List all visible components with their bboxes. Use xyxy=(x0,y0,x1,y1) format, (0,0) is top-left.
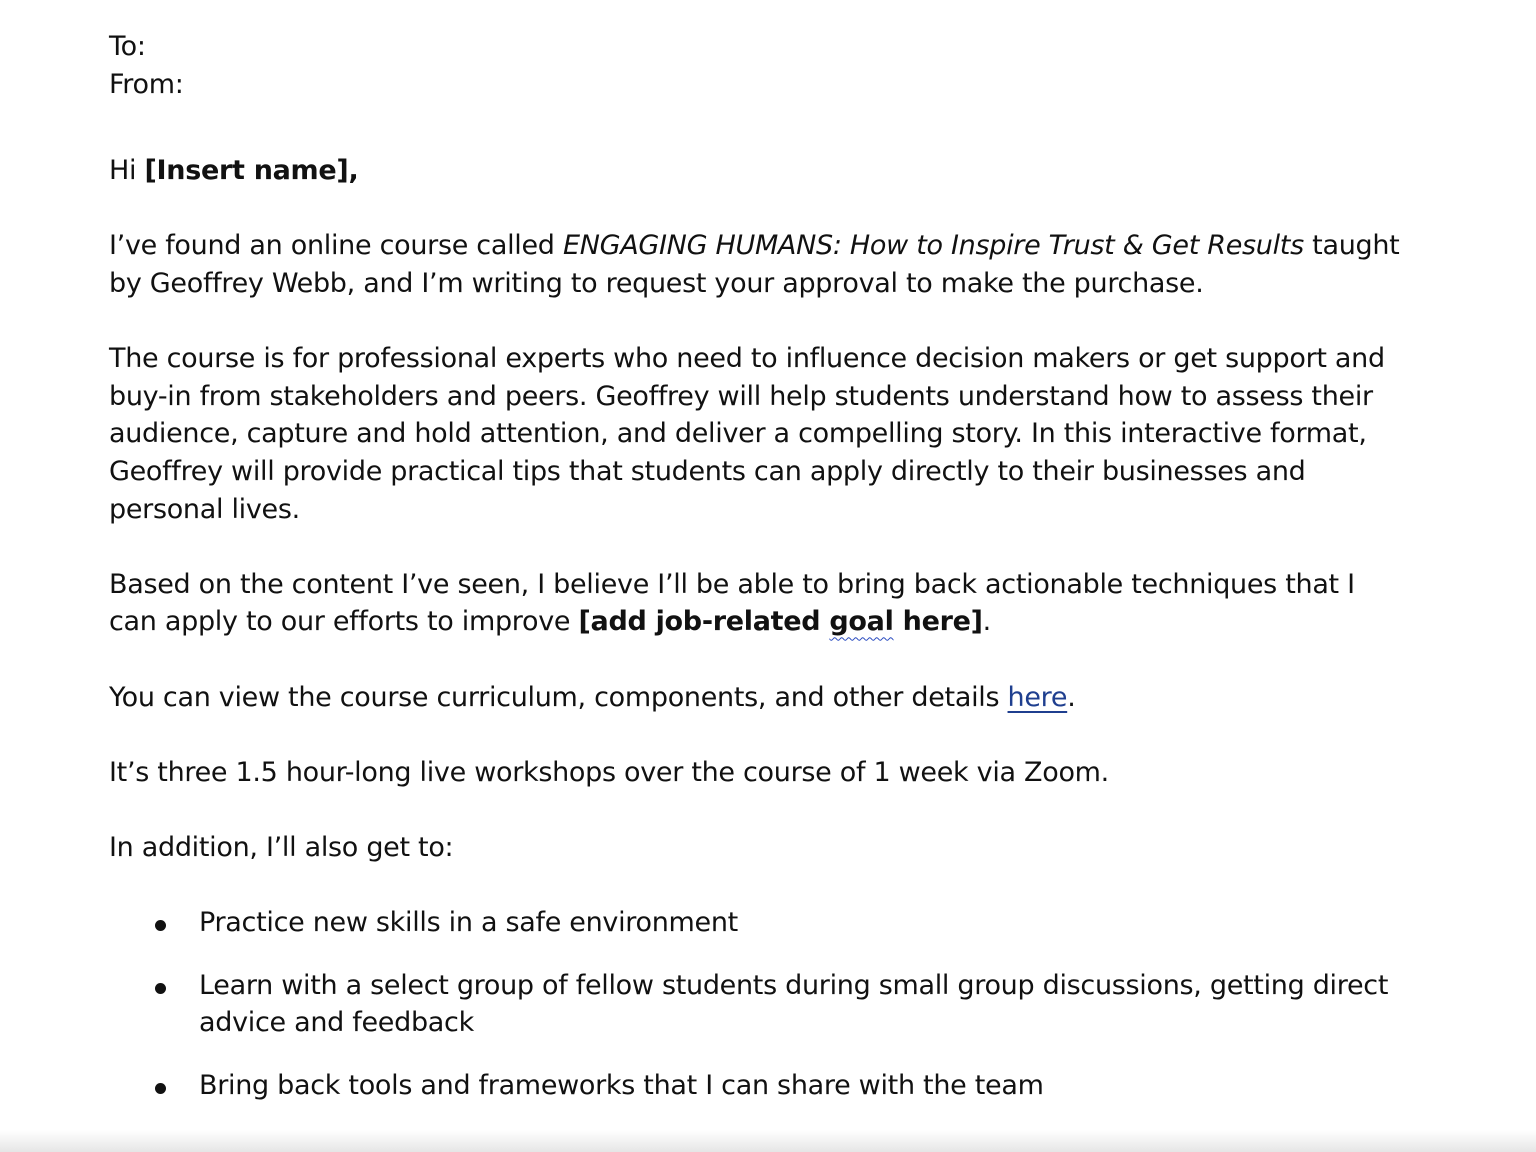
bullet-icon xyxy=(155,983,166,994)
from-label: From: xyxy=(109,68,184,100)
list-item-text: Bring back tools and frameworks that I can share with the team xyxy=(199,1069,1044,1101)
name-placeholder: [Insert name], xyxy=(144,155,359,187)
course-description-paragraph xyxy=(109,340,1409,528)
details-paragraph xyxy=(109,679,1409,717)
addition-text: In addition, I’ll also get to: xyxy=(109,831,454,863)
intro-paragraph xyxy=(109,227,1409,302)
list-item-text: Learn with a select group of fellow students during small group discussions, getting direct advice and feedback xyxy=(199,969,1389,1039)
list-item xyxy=(109,904,1409,942)
intro-after: taught by Geoffrey Webb, and I’m writing to request your approval to make the purchase. xyxy=(109,230,1400,299)
to-label: To: xyxy=(109,31,146,62)
list-item xyxy=(109,967,1409,1042)
document-body xyxy=(109,28,1409,1129)
spellcheck-word-goal: goal xyxy=(829,606,894,638)
details-after: . xyxy=(1067,681,1076,713)
addition-paragraph xyxy=(109,829,1409,867)
format-text: It’s three 1.5 hour-long live workshops over the course of 1 week via Zoom. xyxy=(109,756,1109,788)
format-paragraph xyxy=(109,754,1409,792)
from-line xyxy=(109,66,1409,104)
intro-before: I’ve found an online course called xyxy=(109,230,563,262)
course-description-text: The course is for professional experts who need to influence decision makers or get support and buy-in from stakeholders and peers. Geoffrey will help students understand how to assess their audience, capture and hold attention, and deliver a compelling story. In this interactive format, Geoffrey will provide practical tips that students can apply directly to their businesses and personal lives. xyxy=(109,343,1385,525)
job-goal-placeholder xyxy=(578,606,982,637)
greeting-line xyxy=(109,152,1409,190)
job-goal-part-a: [add job-related xyxy=(578,606,830,638)
benefit-before: Based on the content I’ve seen, I believe I’ll be able to bring back actionable techniques that I can apply to our efforts to improve xyxy=(109,568,1355,638)
list-item xyxy=(109,1067,1409,1105)
benefits-list xyxy=(109,904,1409,1104)
spacer xyxy=(109,103,1409,152)
to-line xyxy=(109,28,1409,66)
details-before: You can view the course curriculum, components, and other details xyxy=(109,681,1008,713)
greeting-hi: Hi xyxy=(109,155,145,187)
job-goal-part-c: here] xyxy=(893,606,983,638)
benefit-paragraph xyxy=(109,566,1409,641)
bullet-icon xyxy=(155,1083,166,1094)
bottom-shadow xyxy=(0,1130,1536,1152)
course-details-link[interactable]: here xyxy=(1007,681,1068,713)
bullet-icon xyxy=(155,920,166,931)
benefit-after: . xyxy=(982,606,991,638)
course-title: ENGAGING HUMANS: How to Inspire Trust & Get Results xyxy=(562,230,1304,262)
list-item-text: Practice new skills in a safe environment xyxy=(199,907,738,939)
